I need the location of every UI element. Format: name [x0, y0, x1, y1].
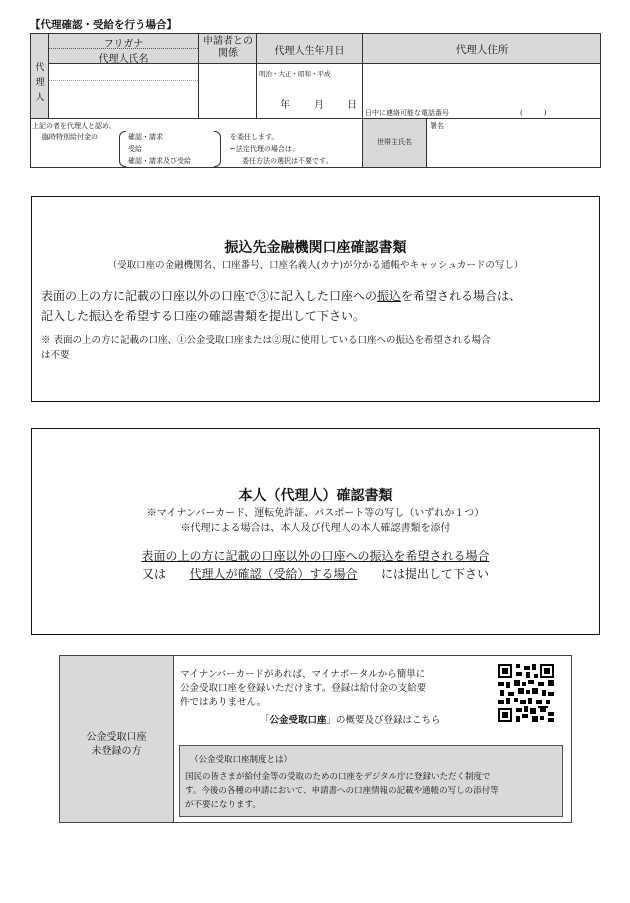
col-address: 代理人住所 — [455, 44, 509, 56]
bank-box-note-line2: は不要 — [41, 350, 70, 361]
system-line2: す。今後の各種の申請において、申請書への口座情報の記載や通帳の写しの添付等 — [185, 786, 499, 796]
system-explanation-box — [179, 745, 563, 817]
option-confirm-request[interactable]: 確認・請求 — [128, 133, 163, 141]
col-agent-name: 代理人氏名 — [98, 54, 149, 65]
signature-input[interactable] — [428, 131, 598, 165]
link-rest: 」の概要及び登録はこちら — [326, 715, 441, 726]
body-line1-underlined: 振込 — [377, 289, 402, 303]
qr-code-icon[interactable] — [498, 664, 554, 722]
agent-section-heading: 【代理確認・受給を行う場合】 — [30, 19, 177, 31]
id-box-line1: ※マイナンバーカード、運転免許証、パスポート等の写し（いずれか１つ） — [146, 508, 485, 519]
month-label: 月 — [314, 100, 324, 111]
householder-label: 世帯主氏名 — [377, 138, 412, 146]
year-label: 年 — [280, 100, 290, 111]
phone-input[interactable]: ( ) — [520, 109, 547, 117]
day-label: 日 — [347, 100, 357, 111]
body-line1-b: を希望される場合は、 — [401, 289, 522, 303]
id-line4-b: には提出して下さい — [380, 567, 489, 581]
legal-note-1: ←法定代理の場合は、 — [230, 145, 299, 153]
body-line1-a: 表面の上の方に記載の口座以外の口座で③に記入した口座への — [41, 289, 378, 303]
system-title: （公金受取口座制度とは） — [190, 755, 293, 765]
id-box-line2: ※代理による場合は、本人及び代理人の本人確認書類を添付 — [180, 523, 451, 534]
delegation-line2: 臨時特別給付金の — [42, 133, 98, 141]
id-box-line4 — [32, 565, 599, 582]
delegate-text: を委任します。 — [230, 133, 279, 141]
col-relation: 申請者との関係 — [203, 36, 253, 59]
public-desc-line3: 件ではありません。 — [180, 697, 267, 708]
option-receive[interactable]: 受給 — [128, 145, 142, 153]
legal-note-2: 委任方法の選択は不要です。 — [242, 157, 333, 165]
phone-label: 日中に連絡可能な電話番号 — [365, 109, 449, 117]
agent-side-label — [32, 61, 48, 106]
bank-box-body-line2: 記入した振込を希望する口座の確認書類を提出して下さい。 — [41, 309, 366, 323]
bracket-left — [119, 131, 126, 167]
id-box-line3 — [32, 547, 599, 564]
relation-input[interactable] — [200, 65, 254, 116]
bank-box-title: 振込先金融機関口座確認書類 — [224, 240, 407, 256]
bracket-right — [214, 131, 221, 167]
col-birth-date: 代理人生年月日 — [274, 46, 345, 57]
agent-form-table — [30, 33, 601, 168]
bank-box-body-line1 — [41, 287, 521, 304]
side-char-2: 理 — [35, 78, 45, 88]
delegation-line1: 上記の者を代理人と認め、 — [32, 122, 116, 130]
agent-name-input[interactable] — [50, 82, 196, 116]
id-line3-underlined: 表面の上の方に記載の口座以外の口座への振込を希望される場合 — [141, 549, 490, 563]
col-furigana: フリガナ — [103, 39, 144, 50]
public-desc-line1: マイナンバーカードがあれば、マイナポータルから簡単に — [180, 669, 426, 680]
public-account-link[interactable] — [260, 712, 441, 726]
link-quote-open: 「 — [260, 715, 270, 726]
public-account-label-2: 未登録の方 — [91, 746, 142, 757]
furigana-input[interactable] — [50, 65, 196, 79]
public-desc-line2: 公金受取口座を登録いただけます。登録は給付金の支給要 — [180, 683, 427, 694]
signature-label: 署名 — [430, 122, 444, 130]
bank-box-note-line1: ※ 表面の上の方に記載の口座、①公金受取口座または②現に使用している口座への振込を希望される場合 — [41, 335, 491, 346]
public-account-section — [59, 655, 572, 823]
id-line4-a: 又は — [142, 567, 167, 581]
address-input[interactable] — [364, 65, 599, 105]
public-account-label-1: 公金受取口座 — [86, 732, 147, 743]
era-options[interactable]: 明治・大正・昭和・平成 — [259, 70, 331, 78]
side-char-1: 代 — [35, 63, 45, 73]
link-bold: 公金受取口座 — [269, 715, 327, 726]
bank-box-subtitle: （受取口座の金融機関名、口座番号、口座名義人(カナ)が分かる通帳やキャッシュカードの写し） — [107, 260, 524, 271]
id-line4-underlined: 代理人が確認（受給）する場合 — [189, 567, 358, 581]
option-confirm-and-receive[interactable]: 確認・請求及び受給 — [128, 157, 191, 165]
identity-document-box — [31, 428, 600, 635]
side-char-3: 人 — [35, 93, 45, 103]
bank-document-box — [31, 196, 600, 402]
id-box-title: 本人（代理人）確認書類 — [238, 488, 393, 504]
system-line3: が不要になります。 — [185, 800, 261, 810]
system-line1: 国民の皆さまが給付金等の受取のための口座をデジタル庁に登録いただく制度で — [185, 772, 491, 782]
